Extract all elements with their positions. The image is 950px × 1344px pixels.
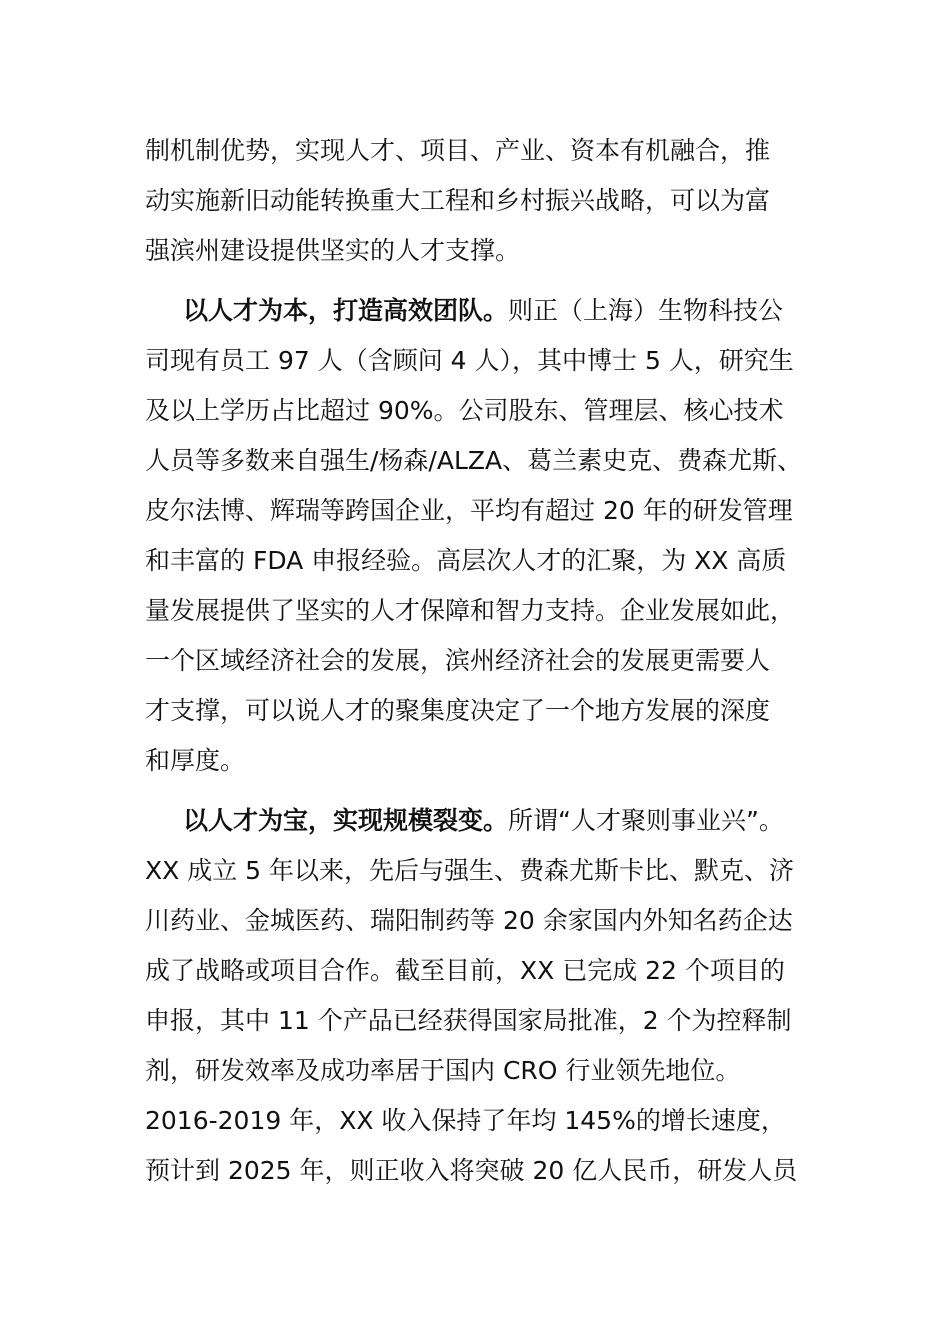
text-line: 制机制优势，实现人才、项目、产业、资本有机融合，推	[145, 136, 771, 165]
text-line: 及以上学历占比超过 90%。公司股东、管理层、核心技术	[145, 396, 784, 425]
text-line: 川药业、金城医药、瑞阳制药等 20 余家国内外知名药企达	[145, 906, 793, 935]
text-line: 司现有员工 97 人（含顾问 4 人），其中博士 5 人，研究生	[145, 346, 794, 375]
paragraph-1	[145, 126, 805, 276]
text-line: 剂，研发效率及成功率居于国内 CRO 行业领先地位。	[145, 1056, 741, 1085]
text-line: 成了战略或项目合作。截至目前，XX 已完成 22 个项目的	[145, 956, 785, 985]
text-line: 人员等多数来自强生/杨森/ALZA、葛兰素史克、费森尤斯、	[145, 446, 803, 475]
text-line	[145, 286, 805, 336]
text-line: XX 成立 5 年以来，先后与强生、费森尤斯卡比、默克、济	[145, 856, 795, 885]
text-line: 才支撑，可以说人才的聚集度决定了一个地方发展的深度	[145, 696, 771, 725]
text-line: 强滨州建设提供坚实的人才支撑。	[145, 236, 521, 265]
text-run: 则正（上海）生物科技公	[508, 296, 784, 325]
text-line: 申报，其中 11 个产品已经获得国家局批准，2 个为控释制	[145, 1006, 792, 1035]
text-line: 和厚度。	[145, 746, 246, 775]
text-line: 和丰富的 FDA 申报经验。高层次人才的汇聚，为 XX 高质	[145, 546, 787, 575]
text-line: 一个区域经济社会的发展，滨州经济社会的发展更需要人	[145, 646, 771, 675]
text-line: 预计到 2025 年，则正收入将突破 20 亿人民币，研发人员	[145, 1156, 798, 1185]
text-line: 量发展提供了坚实的人才保障和智力支持。企业发展如此，	[145, 596, 796, 625]
text-line: 2016-2019 年，XX 收入保持了年均 145%的增长速度，	[145, 1106, 786, 1135]
paragraph-heading: 以人才为宝，实现规模裂变。	[183, 806, 509, 835]
text-line	[145, 796, 805, 846]
paragraph-3	[145, 796, 805, 1196]
text-line: 皮尔法博、辉瑞等跨国企业，平均有超过 20 年的研发管理	[145, 496, 793, 525]
paragraph-heading: 以人才为本，打造高效团队。	[183, 296, 509, 325]
text-run: 所谓“人才聚则事业兴”。	[508, 806, 784, 835]
text-line: 动实施新旧动能转换重大工程和乡村振兴战略，可以为富	[145, 186, 771, 215]
paragraph-2	[145, 286, 805, 786]
